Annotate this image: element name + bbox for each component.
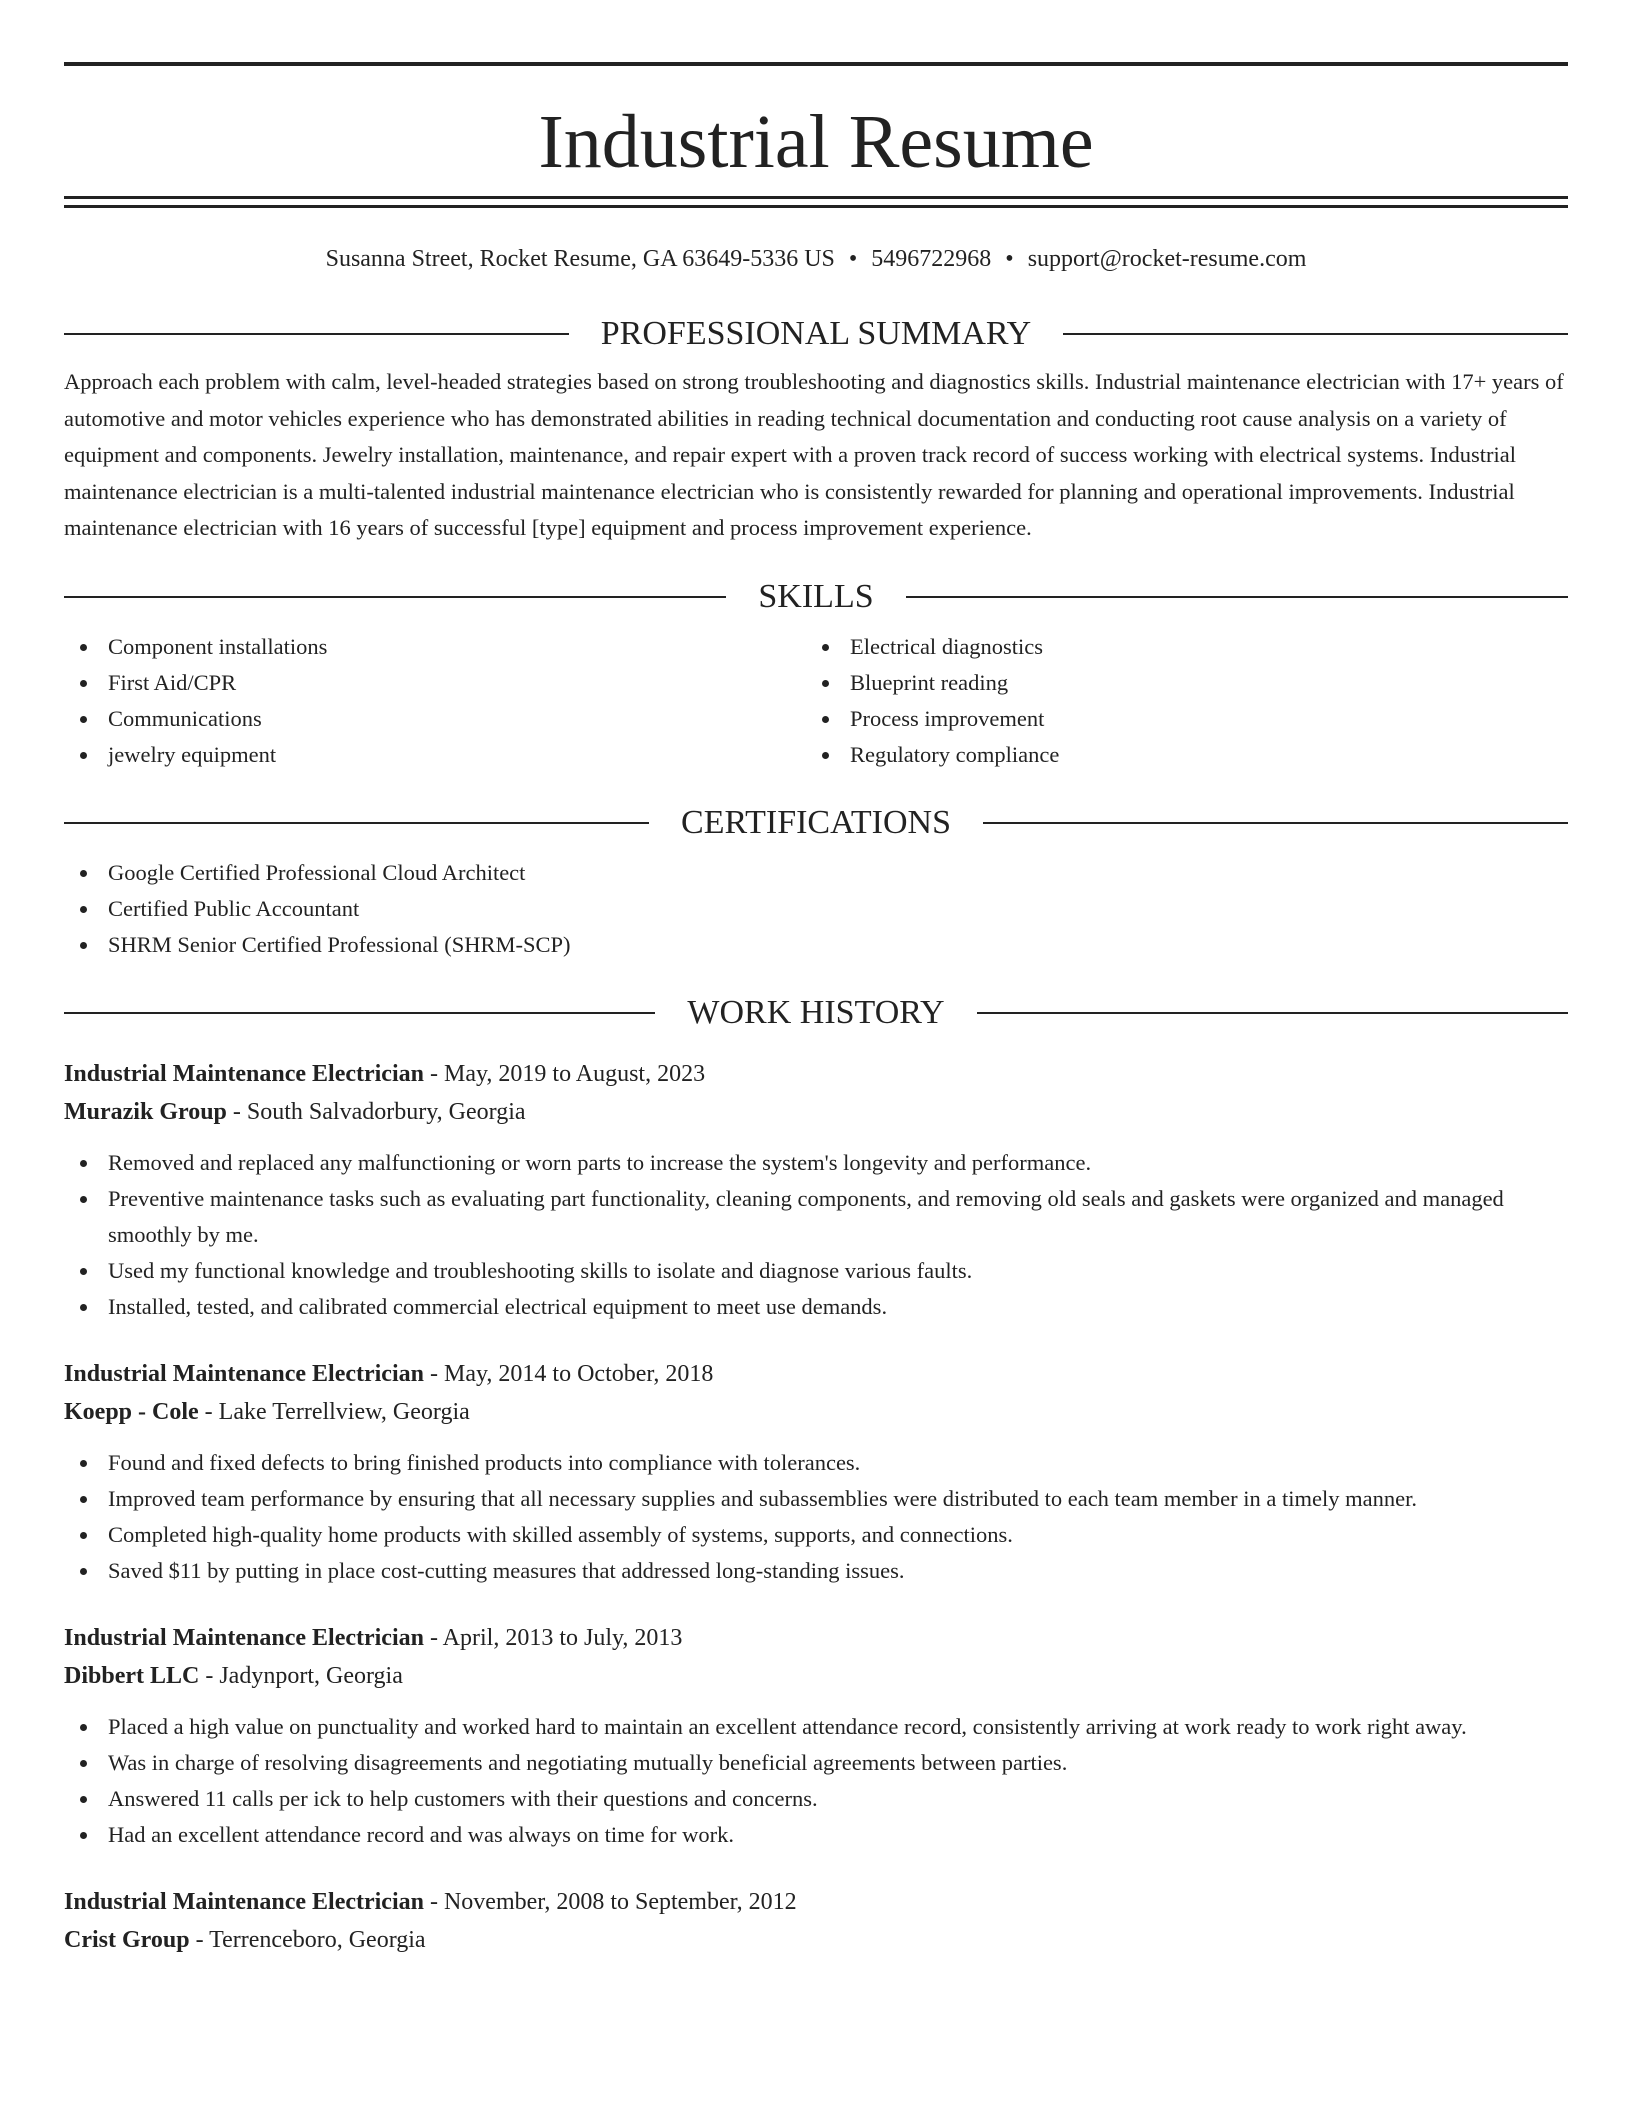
job-bullet: Installed, tested, and calibrated commercial electrical equipment to meet use demands. (64, 1289, 1568, 1325)
job-company-line (64, 1393, 1568, 1431)
job-title-line (64, 1883, 1568, 1921)
skills-column-left (64, 629, 806, 773)
contact-phone: 5496722968 (871, 246, 992, 272)
contact-separator: • (848, 246, 858, 272)
job-company-line (64, 1921, 1568, 1959)
skill-item: Communications (64, 701, 806, 737)
job-dates: - May, 2019 to August, 2023 (423, 1060, 706, 1087)
job-bullet: Placed a high value on punctuality and worked hard to maintain an excellent attendance record, consistently arriving at work ready to work right away. (64, 1709, 1568, 1745)
skill-item: Process improvement (806, 701, 1548, 737)
job-company: Murazik Group (64, 1098, 227, 1125)
job-title: Industrial Maintenance Electrician (64, 1888, 424, 1915)
job-bullet: Removed and replaced any malfunctioning or worn parts to increase the system's longevity and performance. (64, 1145, 1568, 1181)
job-bullet: Answered 11 calls per ick to help customers with their questions and concerns. (64, 1781, 1568, 1817)
skills-column-right (806, 629, 1548, 773)
section-rule-right (977, 1012, 1568, 1014)
summary-heading: PROFESSIONAL SUMMARY (600, 315, 1032, 352)
section-rule-left (64, 822, 649, 824)
job-company: Koepp - Cole (64, 1398, 199, 1425)
title-double-rule (64, 196, 1568, 208)
job-bullet: Saved $11 by putting in place cost-cutting measures that addressed long-standing issues. (64, 1553, 1568, 1589)
skills-list (64, 629, 1568, 773)
job-bullet: Used my functional knowledge and troubleshooting skills to isolate and diagnose various faults. (64, 1253, 1568, 1289)
section-rule-right (906, 596, 1568, 598)
certification-item: Certified Public Accountant (64, 891, 1568, 927)
skill-item: Electrical diagnostics (806, 629, 1548, 665)
contact-separator: • (1005, 246, 1014, 272)
job-bullet: Had an excellent attendance record and was always on time for work. (64, 1817, 1568, 1853)
certifications-section-header (64, 803, 1568, 843)
resume-page (64, 0, 1568, 1959)
certifications-list (64, 855, 1568, 963)
work-section-header (64, 993, 1568, 1033)
section-rule-left (64, 333, 569, 335)
section-rule-left (64, 1012, 655, 1014)
skill-item: Blueprint reading (806, 665, 1548, 701)
contact-email[interactable]: support@rocket-resume.com (1027, 246, 1307, 272)
job-title: Industrial Maintenance Electrician (64, 1624, 424, 1651)
job-bullets (64, 1145, 1568, 1325)
job-bullets (64, 1445, 1568, 1589)
job-bullet: Improved team performance by ensuring that all necessary supplies and subassemblies were distributed to each team member in a timely manner. (64, 1481, 1568, 1517)
job-company: Dibbert LLC (64, 1662, 200, 1689)
work-heading: WORK HISTORY (687, 993, 945, 1031)
job-location: - Jadynport, Georgia (199, 1662, 403, 1689)
skill-item: Regulatory compliance (806, 737, 1548, 773)
job-bullet: Preventive maintenance tasks such as evaluating part functionality, cleaning components, and removing old seals and gaskets were organized and managed smoothly by me. (64, 1181, 1568, 1253)
job-title: Industrial Maintenance Electrician (64, 1360, 424, 1387)
skill-item: jewelry equipment (64, 737, 806, 773)
certification-item: Google Certified Professional Cloud Architect (64, 855, 1568, 891)
job-title-line (64, 1619, 1568, 1657)
job-bullet: Found and fixed defects to bring finished products into compliance with tolerances. (64, 1445, 1568, 1481)
job-dates: - May, 2014 to October, 2018 (423, 1360, 714, 1387)
skill-item: Component installations (64, 629, 806, 665)
job-location: - South Salvadorbury, Georgia (226, 1098, 526, 1125)
job-company-line (64, 1657, 1568, 1695)
job-dates: - April, 2013 to July, 2013 (423, 1624, 683, 1651)
job-bullet: Was in charge of resolving disagreements and negotiating mutually beneficial agreements between parties. (64, 1745, 1568, 1781)
contact-address: Susanna Street, Rocket Resume, GA 63649-5336 US (325, 246, 835, 272)
certifications-heading: CERTIFICATIONS (681, 803, 951, 841)
job-dates: - November, 2008 to September, 2012 (423, 1888, 797, 1915)
skill-item: First Aid/CPR (64, 665, 806, 701)
job-entry (64, 1355, 1568, 1589)
job-title-line (64, 1055, 1568, 1093)
job-title: Industrial Maintenance Electrician (64, 1060, 424, 1087)
section-rule-left (64, 596, 726, 598)
job-company: Crist Group (64, 1926, 190, 1953)
certification-item: SHRM Senior Certified Professional (SHRM-SCP) (64, 927, 1568, 963)
job-entry (64, 1883, 1568, 1959)
job-bullet: Completed high-quality home products with skilled assembly of systems, supports, and connections. (64, 1517, 1568, 1553)
resume-title: Industrial Resume (538, 100, 1094, 184)
section-rule-right (983, 822, 1568, 824)
job-location: - Lake Terrellview, Georgia (198, 1398, 470, 1425)
skills-section-header (64, 577, 1568, 617)
job-entry (64, 1619, 1568, 1853)
summary-section-header (64, 314, 1568, 354)
contact-line (64, 244, 1568, 274)
job-location: - Terrenceboro, Georgia (189, 1926, 426, 1953)
job-entry (64, 1055, 1568, 1325)
job-title-line (64, 1355, 1568, 1393)
section-rule-right (1063, 333, 1568, 335)
summary-text: Approach each problem with calm, level-headed strategies based on strong troubleshooting and diagnostics skills. Industrial maintenance electrician with 17+ years of automotive and motor vehicles experience who has demonstrated abilities in reading technical documentation and conducting root cause analysis on a variety of equipment and components. Jewelry installation, maintenance, and repair expert with a proven track record of success working with electrical systems. Industrial maintenance electrician is a multi-talented industrial maintenance electrician who is consistently rewarded for planning and operational improvements. Industrial maintenance electrician with 16 years of successful [type] equipment and process improvement experience. (64, 369, 1564, 541)
job-company-line (64, 1093, 1568, 1131)
skills-heading: SKILLS (758, 577, 874, 615)
job-bullets (64, 1709, 1568, 1853)
